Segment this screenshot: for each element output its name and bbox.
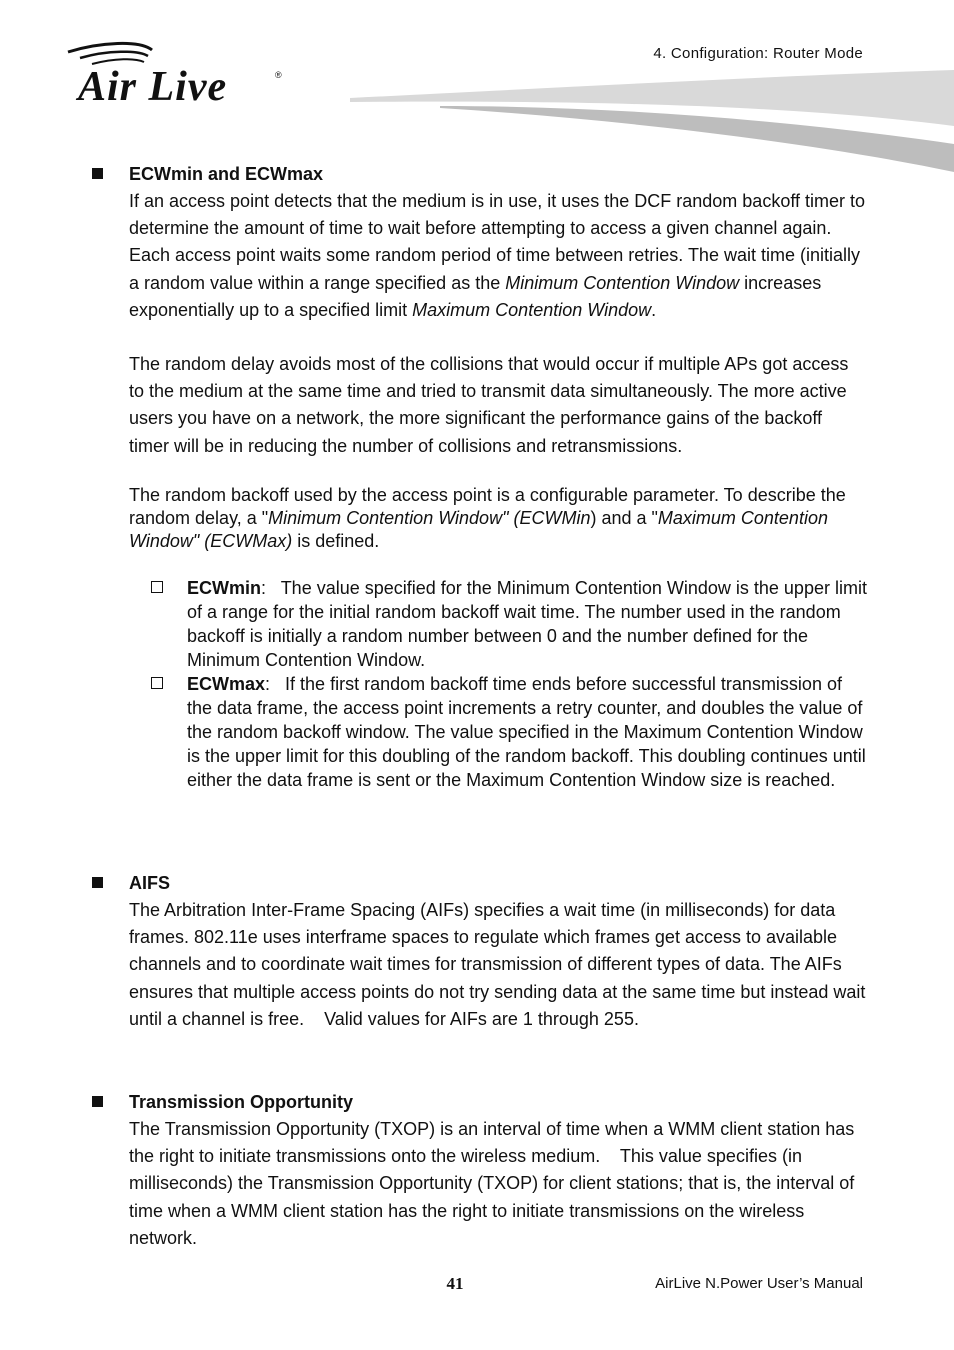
checkbox-bullet-icon: [151, 677, 163, 689]
manual-title: AirLive N.Power User’s Manual: [655, 1275, 863, 1292]
paragraph: If an access point detects that the medium is in use, it uses the DCF random backoff timer to determine the amount of time to wait before attempting to access a given channel again. Each access point waits some random period of time between retries. The wait time (initially a random value within a range specified as the Minimum Contention Window increases exponentially up to a specified limit Maximum Contention Window.: [129, 191, 866, 320]
definition-list: [92, 576, 867, 792]
square-bullet-icon: [92, 1096, 103, 1107]
square-bullet-icon: [92, 877, 103, 888]
paragraph: The Arbitration Inter-Frame Spacing (AIFs) specifies a wait time (in milliseconds) for data frames. 802.11e uses interframe spaces to regulate which frames get access to available channels and to coordinate wait times for transmission of different types of data. The AIFs ensures that multiple access points do not try sending data at the same time but instead wait until a channel is free. Valid values for AIFs are 1 through 255.: [129, 900, 871, 1029]
definition: The value specified for the Minimum Contention Window is the upper limit of a range for the initial random backoff wait time. The number used in the random backoff is initially a random number between 0 and the number defined for the Minimum Contention Window.: [187, 577, 867, 670]
airlive-logo: [60, 40, 290, 110]
section-ecwmin-ecwmax: [92, 163, 867, 792]
section-transmission-opportunity: [92, 1091, 867, 1252]
list-item-ecwmax: ECWmax: If the first random backoff time ends before successful transmission of the data frame, the access point increments a retry counter, and doubles the value of the random backoff window. The value specified in the Maximum Contention Window is the upper limit for this doubling of the random backoff. This doubling continues until either the data frame is sent or the Maximum Contention Window size is reached.: [92, 672, 867, 792]
section-title: ECWmin and ECWmax: [129, 164, 324, 184]
page-number: 41: [446, 1274, 464, 1293]
paragraph: The Transmission Opportunity (TXOP) is an interval of time when a WMM client station has the right to initiate transmissions onto the wireless medium. This value specifies (in milliseconds) the Transmission Opportunity (TXOP) for client stations; that is, the interval of time when a WMM client station has the right to initiate transmissions on the wireless network.: [129, 1119, 860, 1248]
section-aifs: [92, 872, 871, 1033]
square-bullet-icon: [92, 168, 103, 179]
term: ECWmax: [187, 673, 266, 694]
svg-text:®: ®: [275, 70, 282, 80]
definition: If the first random backoff time ends before successful transmission of the data frame, the access point increments a retry counter, and doubles the value of the random backoff window. The value specified in the Maximum Contention Window is the upper limit for this doubling of the random backoff. This doubling continues until either the data frame is sent or the Maximum Contention Window size is reached.: [187, 673, 866, 790]
header-swoosh-graphic: [350, 66, 954, 176]
checkbox-bullet-icon: [151, 581, 163, 593]
paragraph: The random delay avoids most of the collisions that would occur if multiple APs got access to the medium at the same time and tried to transmit data simultaneously. The more active users you have on a network, the more significant the performance gains of the backoff timer will be in reducing the number of collisions and retransmissions.: [129, 354, 849, 456]
term: ECWmin: [187, 577, 261, 598]
svg-text:Air Live: Air Live: [78, 64, 228, 110]
chapter-header: 4. Configuration: Router Mode: [653, 45, 863, 62]
paragraph: The random backoff used by the access point is a configurable parameter. To describe the random delay, a "Minimum Contention Window" (ECWMin) and a "Maximum Contention Window" (ECWMax) is defined.: [129, 484, 846, 551]
section-title: AIFS: [129, 873, 171, 893]
section-title: Transmission Opportunity: [129, 1092, 354, 1112]
list-item-ecwmin: ECWmin: The value specified for the Minimum Contention Window is the upper limit of a range for the initial random backoff wait time. The number used in the random backoff is initially a random number between 0 and the number defined for the Minimum Contention Window.: [92, 576, 867, 672]
